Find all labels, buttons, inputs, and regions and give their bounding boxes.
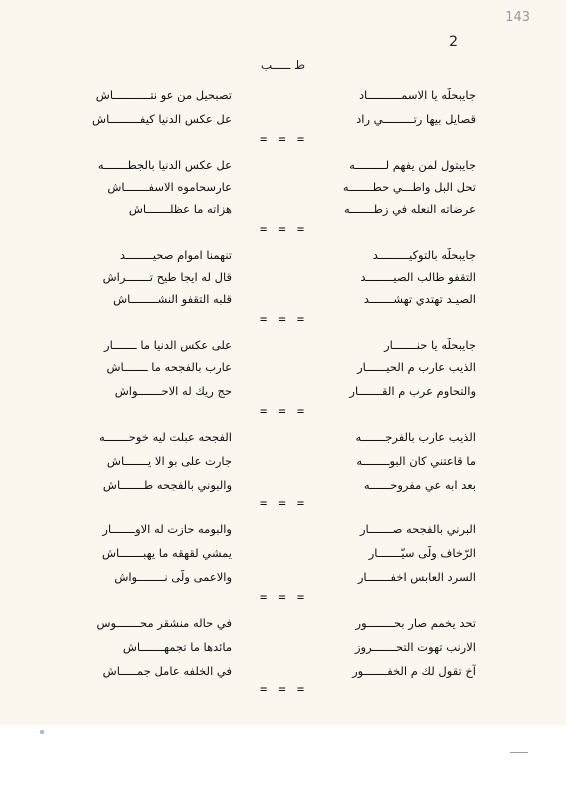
verse-line: بعد ابه عي مفروحــــــه [363, 478, 476, 492]
stanza-separator: = = = [259, 404, 307, 418]
stanza-separator: = = = [259, 590, 307, 604]
verse-line: في الخلفه عامل جمـــــاش [102, 664, 232, 678]
verse-line: جايبحلّه يا حنـــــــار [384, 338, 476, 352]
page-number: 2 [449, 34, 458, 50]
verse-line: الارنب تهوت التحـــــــروز [354, 640, 476, 654]
verse-line: الرّخاف ولّى سيّـــــــار [368, 546, 476, 560]
verse-line: عل عكس الدنيا بالجطـــــــه [97, 158, 232, 172]
folio-number: 143 [505, 10, 530, 25]
verse-line: الصيـد تهتدي تهشـــــــد [363, 292, 476, 306]
stanza-separator: = = = [259, 682, 307, 696]
verse-line: عارب بالفجحه ما ـــــــاش [106, 360, 232, 374]
stanza-separator: = = = [259, 496, 307, 510]
verse-line: عرضاته النعله في زطـــــــه [343, 202, 476, 216]
poem-heading: ط ـــــب [260, 58, 306, 72]
verse-line: حج ريك له الاحـــــــواش [114, 384, 232, 398]
verse-line: جايبحلّه بالتوكيـــــــــد [372, 248, 476, 262]
verse-line: التقفو طالب الصيــــــــد [360, 270, 476, 284]
verse-line: آخ تقول لك م الخفـــــــور [352, 664, 476, 678]
verse-line: الذيب عارب م الحيــــــار [357, 360, 476, 374]
verse-line: قال له ايجا طيح تـــــــراش [102, 270, 232, 284]
verse-line: البرني بالفجحه صـــــــار [359, 522, 476, 536]
verse-line: قلبه التقفو النشــــــــاش [113, 292, 232, 306]
verse-line: جارت على بو الا يـــــــاش [106, 454, 232, 468]
stanza-separator: = = = [259, 312, 307, 326]
verse-line: والتحاوم عرب م القـــــــار [349, 384, 476, 398]
scan-speck [40, 730, 44, 734]
verse-line: في حاله منشقر محـــــــوس [96, 616, 232, 630]
verse-line: الذيب عارب بالفرجـــــــه [355, 430, 476, 444]
verse-line: عارسحاموه الاسفـــــــاش [107, 180, 232, 194]
verse-line: والاعمى ولّى نــــــــواش [114, 570, 232, 584]
verse-line: تنهمنا اموام صحيــــــــد [119, 248, 232, 262]
verse-line: ما قاعتني كان البوــــــــه [356, 454, 476, 468]
stanza-separator: = = = [259, 222, 307, 236]
verse-line: عل عكس الدنيا كيفـــــــــاش [92, 112, 232, 126]
stanza-separator: = = = [259, 132, 307, 146]
verse-line: على عكس الدنيا ما ـــــــار [104, 338, 232, 352]
verse-line: هزاته ما عظلـــــــاش [128, 202, 232, 216]
verse-line: تحل البل واطـــي حطـــــــه [342, 180, 476, 194]
verse-line: الفجحه عبلت ليه خوحـــــــه [99, 430, 232, 444]
verse-line: جايبحلّه يا الاسمــــــــــاد [358, 88, 476, 102]
verse-line: قصايل بيها رتـــــــــي راد [356, 112, 476, 126]
verse-line: والبوني بالفجحه طـــــــاش [102, 478, 232, 492]
scan-mark [510, 752, 528, 753]
verse-line: مائدها ما تجمهـــــــاش [122, 640, 232, 654]
verse-line: والبومه حازت له الاوـــــــار [102, 522, 232, 536]
verse-line: يمشي لقهقه ما يهبـــــــاش [101, 546, 232, 560]
verse-line: جايبتول لمن يفهم لـــــــــه [349, 158, 476, 172]
verse-line: السرد العابس اخفـــــــار [357, 570, 476, 584]
verse-line: تصبحيل من عو نتـــــــــــاش [95, 88, 232, 102]
verse-line: تحد يخمم صار بحــــــــور [355, 616, 476, 630]
